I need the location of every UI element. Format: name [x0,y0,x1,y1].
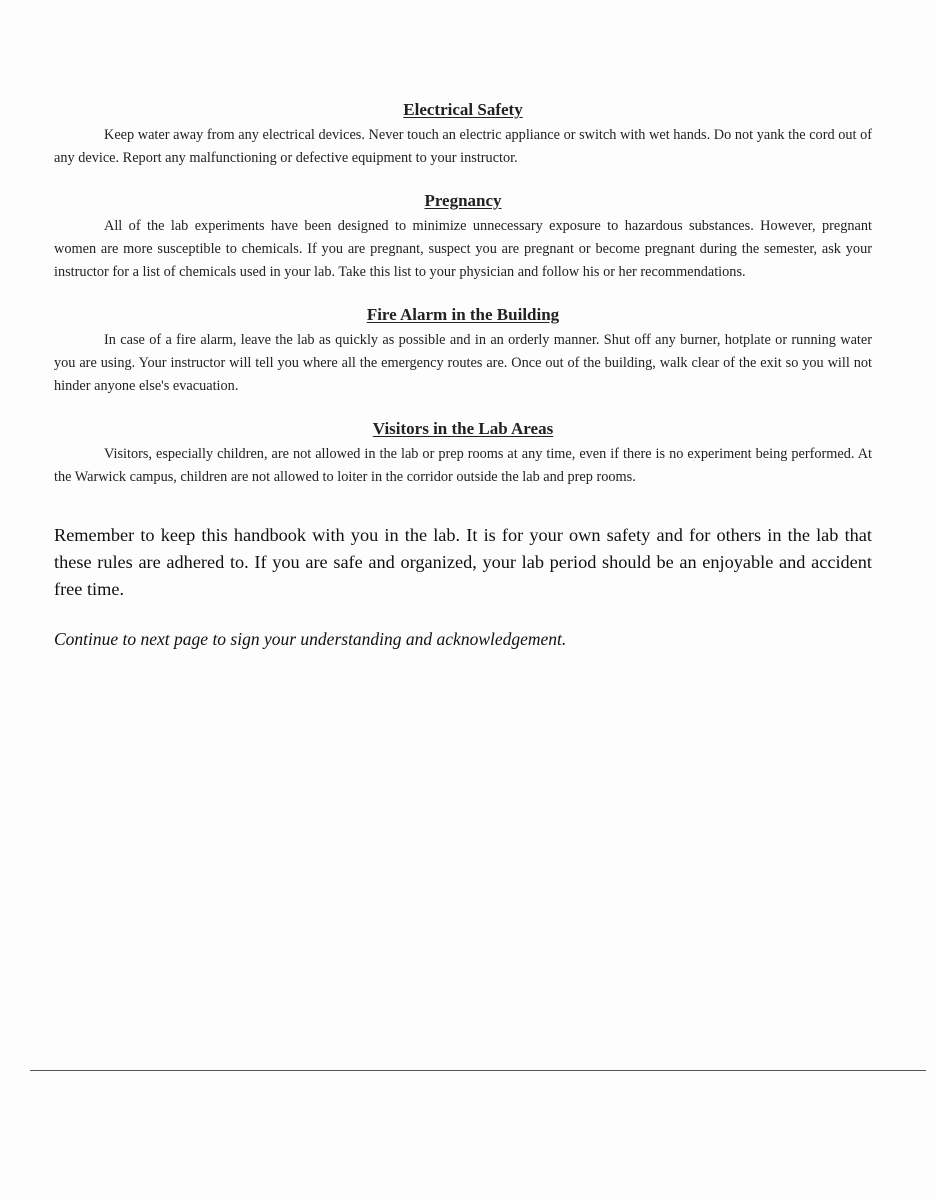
continue-note: Continue to next page to sign your understanding and acknowledgement. [54,629,567,649]
section-title: Fire Alarm in the Building [366,305,560,324]
closing-paragraph: Remember to keep this handbook with you in the lab. It is for your own safety and for others in the lab that these rules are adhered to. If you are safe and organized, your lab period should be an enjoyable and accident free time. [54,525,872,599]
section-title: Visitors in the Lab Areas [372,419,554,438]
section-body: In case of a fire alarm, leave the lab as quickly as possible and in an orderly manner. Shut off any burner, hotplate or running water you are using. Your instructor will tell you where all the emergency routes are. Once out of the building, walk clear of the exit so you will not hinder anyone else's evacuation. [54,332,872,394]
section-body: All of the lab experiments have been designed to minimize unnecessary exposure to hazardous substances. However, pregnant women are more susceptible to chemicals. If you are pregnant, suspect you are pregnant or become pregnant during the semester, ask your instructor for a list of chemicals used in your lab. Take this list to your physician and follow his or her recommendations. [54,218,872,280]
section-title: Pregnancy [424,191,502,210]
section-body: Keep water away from any electrical devices. Never touch an electric appliance or switch with wet hands. Do not yank the cord out of any device. Report any malfunctioning or defective equipment to your instructor. [54,127,872,166]
section-electrical-safety [54,100,872,170]
footer-divider [30,1070,926,1071]
section-title: Electrical Safety [403,100,523,119]
document-content [54,100,872,651]
section-fire-alarm [54,305,872,398]
section-pregnancy [54,191,872,284]
section-body: Visitors, especially children, are not allowed in the lab or prep rooms at any time, even if there is no experiment being performed. At the Warwick campus, children are not allowed to loiter in the corridor outside the lab and prep rooms. [54,446,872,485]
section-visitors [54,419,872,489]
